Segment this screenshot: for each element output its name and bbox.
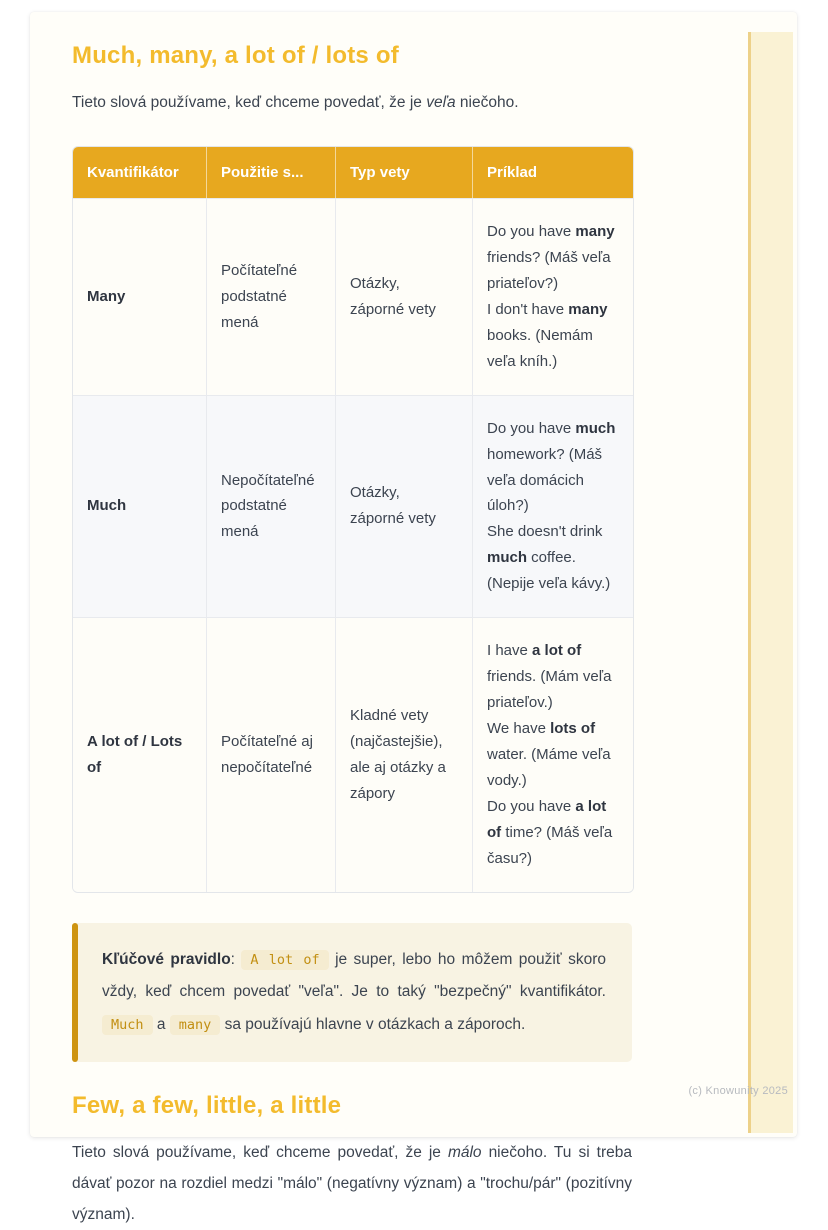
text-segment: friends. (Mám veľa priateľov.) — [487, 668, 612, 712]
bold-text: many — [568, 300, 608, 318]
cell-usage: Počítateľné aj nepočítateľné — [207, 617, 336, 891]
text-segment: I don't have — [487, 300, 569, 318]
example-sentence — [487, 519, 619, 597]
bold-text: much — [575, 419, 616, 437]
text-segment: books. (Nemám veľa kníh.) — [487, 326, 593, 370]
text-segment: Do you have — [487, 797, 576, 815]
cell-usage: Nepočítateľné podstatné mená — [207, 395, 336, 618]
quantifier-name: Much — [87, 497, 127, 515]
inline-code: A lot of — [241, 950, 328, 970]
section1-title: Much, many, a lot of / lots of — [72, 42, 399, 69]
cell-quantifier — [73, 395, 207, 618]
quantifier-name: Many — [87, 287, 126, 305]
cell-sentence-type: Kladné vety (najčastejšie), ale aj otázky a zápory — [336, 617, 473, 891]
callout-accent-bar — [72, 923, 78, 1063]
bold-text: much — [487, 549, 528, 567]
inline-code: many — [170, 1015, 221, 1035]
italic-text: veľa — [426, 94, 456, 111]
text-segment: niečoho. — [455, 94, 519, 111]
bold-text: lots of — [550, 720, 596, 737]
cell-examples — [473, 617, 633, 891]
cell-sentence-type: Otázky, záporné vety — [336, 395, 473, 618]
text-segment: Do you have — [487, 419, 576, 437]
text-segment: I have — [487, 642, 533, 660]
example-sentence — [487, 638, 619, 716]
text-segment: She doesn't drink — [487, 523, 603, 541]
text-segment: We have — [487, 720, 551, 737]
example-sentence — [487, 297, 619, 375]
cell-usage: Počítateľné podstatné mená — [207, 198, 336, 395]
table-row — [73, 617, 633, 891]
cell-quantifier — [73, 198, 207, 395]
table-header-priklad: Príklad — [473, 147, 633, 198]
text-segment: coffee. (Nepije veľa kávy.) — [487, 549, 611, 593]
cell-sentence-type: Otázky, záporné vety — [336, 198, 473, 395]
bold-text: a lot of — [532, 642, 582, 660]
example-sentence — [487, 794, 619, 872]
table-row — [73, 198, 633, 395]
text-segment: Do you have — [487, 223, 576, 240]
text-segment: Tieto slová používame, keď chceme povedať, že je — [72, 94, 427, 111]
text-segment: Tieto slová používame, keď chceme povedať, že je — [72, 1144, 448, 1162]
text-segment: je super, lebo ho môžem použiť skoro vždy, keď chcem povedať "veľa". Je to taký "bezpečný" kvantifikátor. — [102, 950, 606, 1001]
text-segment: sa používajú hlavne v otázkach a záporoch. — [220, 1015, 526, 1033]
example-sentence — [487, 219, 619, 297]
inline-code: Much — [102, 1015, 153, 1035]
watermark: (c) Knowunity 2025 — [688, 1085, 788, 1097]
table-header-typ-vety: Typ vety — [336, 147, 473, 198]
table-row — [73, 395, 633, 618]
text-segment: a — [152, 1015, 170, 1033]
text-segment: niečoho. Tu si treba dávať pozor na rozdiel medzi "málo" (negatívny význam) a "trochu/pár" (pozitívny význam). — [72, 1144, 632, 1224]
bold-text: a lot of — [487, 797, 607, 841]
table-header-pouzitie: Použitie s... — [207, 147, 336, 198]
table-header-kvantifikator: Kvantifikátor — [73, 147, 207, 198]
key-rule-callout — [72, 923, 632, 1063]
cell-examples — [473, 395, 633, 618]
cell-examples — [473, 198, 633, 395]
text-segment: : — [230, 950, 242, 968]
bold-text: many — [575, 223, 615, 240]
quantifier-table — [72, 146, 634, 893]
document-card — [30, 12, 797, 1224]
section1-intro — [72, 87, 632, 118]
key-rule-text — [102, 944, 606, 1042]
section2-intro — [72, 1137, 632, 1230]
cell-quantifier — [73, 617, 207, 891]
bold-text: Kľúčové pravidlo — [102, 950, 231, 968]
side-strip — [748, 32, 793, 1133]
italic-text: málo — [447, 1144, 482, 1162]
example-sentence — [487, 716, 619, 794]
text-segment: homework? (Máš veľa domácich úloh?) — [487, 445, 603, 515]
text-segment: friends? (Máš veľa priateľov?) — [487, 248, 611, 292]
example-sentence — [487, 416, 619, 520]
document-content — [30, 12, 632, 1230]
text-segment: water. (Máme veľa vody.) — [487, 745, 611, 789]
quantifier-name: A lot of / Lots of — [87, 732, 183, 776]
text-segment: time? (Máš veľa času?) — [487, 823, 613, 867]
section2-title: Few, a few, little, a little — [72, 1092, 342, 1120]
table-header-row — [73, 147, 633, 198]
